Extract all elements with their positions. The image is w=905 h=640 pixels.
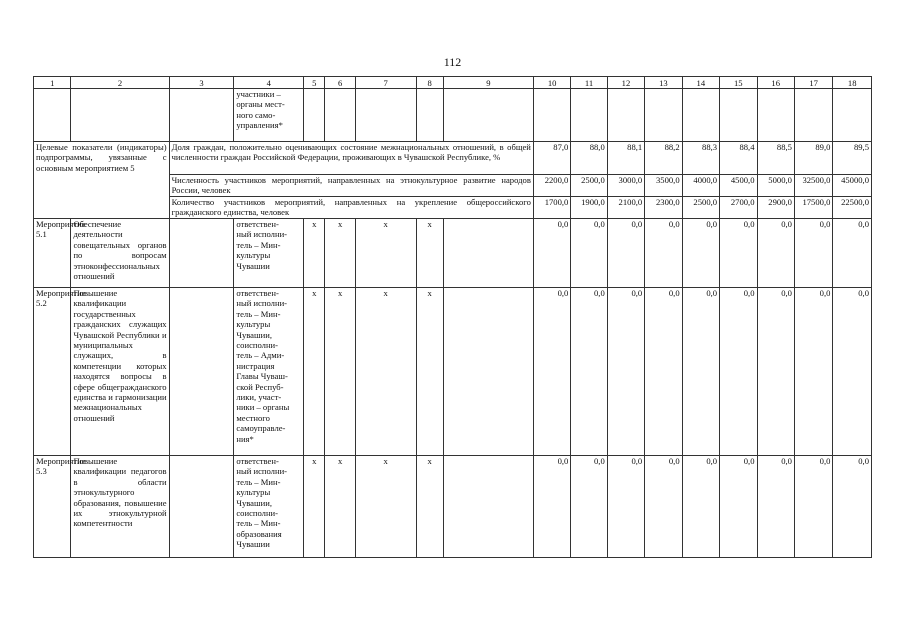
indicator-value: 88,1 <box>607 142 644 175</box>
event-row <box>34 219 872 288</box>
event-executor <box>234 456 304 558</box>
indicator-value: 17500,0 <box>794 197 832 219</box>
event-value: 0,0 <box>720 456 757 558</box>
event-value: 0,0 <box>607 219 644 288</box>
event-col9 <box>443 456 533 558</box>
event-value: 0,0 <box>757 219 794 288</box>
executor-line: культуры <box>236 250 271 261</box>
column-number-cell: 16 <box>757 77 794 89</box>
page-number: 112 <box>443 55 462 69</box>
column-number-cell: 11 <box>571 77 607 89</box>
executor-line: тель – Мин- <box>236 476 281 487</box>
indicator-value: 2900,0 <box>757 197 794 219</box>
event-mark: x <box>416 219 443 288</box>
indicator-value: 2500,0 <box>571 175 607 197</box>
indicator-value: 2500,0 <box>682 197 719 219</box>
event-value: 0,0 <box>833 288 872 456</box>
event-col9 <box>443 219 533 288</box>
column-number-cell: 9 <box>443 77 533 89</box>
participants-line: управления* <box>236 120 283 131</box>
event-value: 0,0 <box>794 456 832 558</box>
executor-line: культуры <box>236 487 271 498</box>
indicator-value: 2300,0 <box>645 197 682 219</box>
event-value: 0,0 <box>571 219 607 288</box>
indicator-name: Количество участников мероприятий, направленных на укрепление общероссийского гражданского единства, человек <box>169 197 533 219</box>
table-body <box>34 77 872 558</box>
column-number-cell: 12 <box>607 77 644 89</box>
event-col3 <box>169 456 234 558</box>
event-title: Повышение квалификации государственных гражданских служащих Чувашской Республики и муниципальных служащих, в компетенции которых находятся вопросы в сфере общегражданского единства и гармонизации межнациональных отношений <box>71 288 169 456</box>
event-mark: x <box>355 219 416 288</box>
indicator-value: 2100,0 <box>607 197 644 219</box>
column-number-cell: 2 <box>71 77 169 89</box>
continuation-row <box>34 89 872 142</box>
executor-line: ный исполни- <box>236 466 288 477</box>
executor-line: ный исполни- <box>236 298 288 309</box>
event-mark: x <box>355 288 416 456</box>
column-number-cell: 4 <box>234 77 304 89</box>
event-value: 0,0 <box>682 288 719 456</box>
executor-line: тель – Мин- <box>236 518 281 529</box>
executor-line: тель – Мин- <box>236 239 281 250</box>
indicator-value: 32500,0 <box>794 175 832 197</box>
event-mark: x <box>304 288 325 456</box>
event-mark: x <box>325 288 355 456</box>
indicator-value: 5000,0 <box>757 175 794 197</box>
event-col3 <box>169 219 234 288</box>
executor-line: местного <box>236 412 270 423</box>
target-indicators-label: Целевые показатели (индикаторы) подпрограммы, увязанные с основным мероприятием 5 <box>34 142 170 219</box>
column-number-cell: 3 <box>169 77 234 89</box>
event-value: 0,0 <box>571 456 607 558</box>
executor-line: тель – Адми- <box>236 350 285 361</box>
event-row <box>34 456 872 558</box>
executor-line: тель – Мин- <box>236 308 281 319</box>
event-value: 0,0 <box>720 288 757 456</box>
event-value: 0,0 <box>571 288 607 456</box>
executor-line: ния* <box>236 433 254 444</box>
indicator-value: 87,0 <box>533 142 570 175</box>
indicator-name: Численность участников мероприятий, направленных на этнокультурное развитие народов России, человек <box>169 175 533 197</box>
event-mark: x <box>416 456 443 558</box>
indicator-value: 3500,0 <box>645 175 682 197</box>
indicator-name: Доля граждан, положительно оценивающих состояние межнациональных отношений, в общей численности граждан Российской Федерации, проживающих в Чувашской Республике, % <box>169 142 533 175</box>
event-value: 0,0 <box>682 219 719 288</box>
column-number-cell: 14 <box>682 77 719 89</box>
indicator-value: 1900,0 <box>571 197 607 219</box>
event-mark: x <box>355 456 416 558</box>
indicator-value: 3000,0 <box>607 175 644 197</box>
event-executor <box>234 288 304 456</box>
column-number-cell: 7 <box>355 77 416 89</box>
event-title: Обеспечение деятельности совещательных органов по вопросам этноконфессиональных отношений <box>71 219 169 288</box>
event-col9 <box>443 288 533 456</box>
event-value: 0,0 <box>533 288 570 456</box>
event-value: 0,0 <box>533 219 570 288</box>
column-number-cell: 8 <box>416 77 443 89</box>
event-id: Мероприятие 5.1 <box>34 219 71 288</box>
participants-line: органы мест- <box>236 99 285 110</box>
event-value: 0,0 <box>533 456 570 558</box>
indicator-row <box>34 142 872 175</box>
executor-line: самоуправле- <box>236 423 286 434</box>
indicator-value: 88,5 <box>757 142 794 175</box>
event-value: 0,0 <box>833 456 872 558</box>
program-table <box>33 76 872 558</box>
executor-line: Чувашии, <box>236 497 272 508</box>
event-value: 0,0 <box>757 456 794 558</box>
column-number-cell: 17 <box>794 77 832 89</box>
event-value: 0,0 <box>682 456 719 558</box>
indicator-value: 89,5 <box>833 142 872 175</box>
column-number-cell: 13 <box>645 77 682 89</box>
event-value: 0,0 <box>757 288 794 456</box>
executor-line: ный исполни- <box>236 229 288 240</box>
executor-line: ответствен- <box>236 288 279 298</box>
column-number-cell: 6 <box>325 77 355 89</box>
participants-cell <box>234 89 304 142</box>
executor-line: культуры <box>236 319 271 330</box>
indicator-value: 1700,0 <box>533 197 570 219</box>
event-title: Повышение квалификации педагогов в области этнокультурного образования, повышение их этнокультурной компетентности <box>71 456 169 558</box>
event-mark: x <box>325 219 355 288</box>
indicator-value: 2200,0 <box>533 175 570 197</box>
executor-line: Чувашии <box>236 260 270 271</box>
executor-line: образования <box>236 528 282 539</box>
event-value: 0,0 <box>645 456 682 558</box>
event-value: 0,0 <box>645 288 682 456</box>
executor-line: соисполни- <box>236 340 279 351</box>
column-number-cell: 1 <box>34 77 71 89</box>
executor-line: ники – органы <box>236 402 290 413</box>
event-id: Мероприятие 5.2 <box>34 288 71 456</box>
event-mark: x <box>304 219 325 288</box>
column-number-cell: 18 <box>833 77 872 89</box>
executor-line: Чувашии <box>236 539 270 550</box>
indicator-value: 88,2 <box>645 142 682 175</box>
column-number-row <box>34 77 872 89</box>
indicator-value: 88,4 <box>720 142 757 175</box>
executor-line: соисполни- <box>236 508 279 519</box>
indicator-value: 2700,0 <box>720 197 757 219</box>
participants-line: ного само- <box>236 109 276 120</box>
event-value: 0,0 <box>794 219 832 288</box>
column-number-cell: 10 <box>533 77 570 89</box>
executor-line: Чувашии, <box>236 329 272 340</box>
column-number-cell: 5 <box>304 77 325 89</box>
event-value: 0,0 <box>833 219 872 288</box>
executor-line: лики, участ- <box>236 392 282 403</box>
event-value: 0,0 <box>794 288 832 456</box>
indicator-value: 45000,0 <box>833 175 872 197</box>
indicator-value: 4500,0 <box>720 175 757 197</box>
indicator-value: 89,0 <box>794 142 832 175</box>
event-value: 0,0 <box>720 219 757 288</box>
executor-line: ответствен- <box>236 219 279 229</box>
indicator-value: 88,0 <box>571 142 607 175</box>
indicator-value: 4000,0 <box>682 175 719 197</box>
event-value: 0,0 <box>607 288 644 456</box>
executor-line: ответствен- <box>236 456 279 466</box>
event-value: 0,0 <box>645 219 682 288</box>
indicator-value: 22500,0 <box>833 197 872 219</box>
executor-line: Главы Чуваш- <box>236 371 288 382</box>
event-col3 <box>169 288 234 456</box>
event-executor <box>234 219 304 288</box>
column-number-cell: 15 <box>720 77 757 89</box>
event-row <box>34 288 872 456</box>
participants-line: участники – <box>236 89 281 99</box>
event-mark: x <box>325 456 355 558</box>
event-value: 0,0 <box>607 456 644 558</box>
executor-line: нистрация <box>236 360 275 371</box>
event-id: Мероприятие 5.3 <box>34 456 71 558</box>
indicator-value: 88,3 <box>682 142 719 175</box>
event-mark: x <box>416 288 443 456</box>
event-mark: x <box>304 456 325 558</box>
executor-line: ской Респуб- <box>236 381 284 392</box>
